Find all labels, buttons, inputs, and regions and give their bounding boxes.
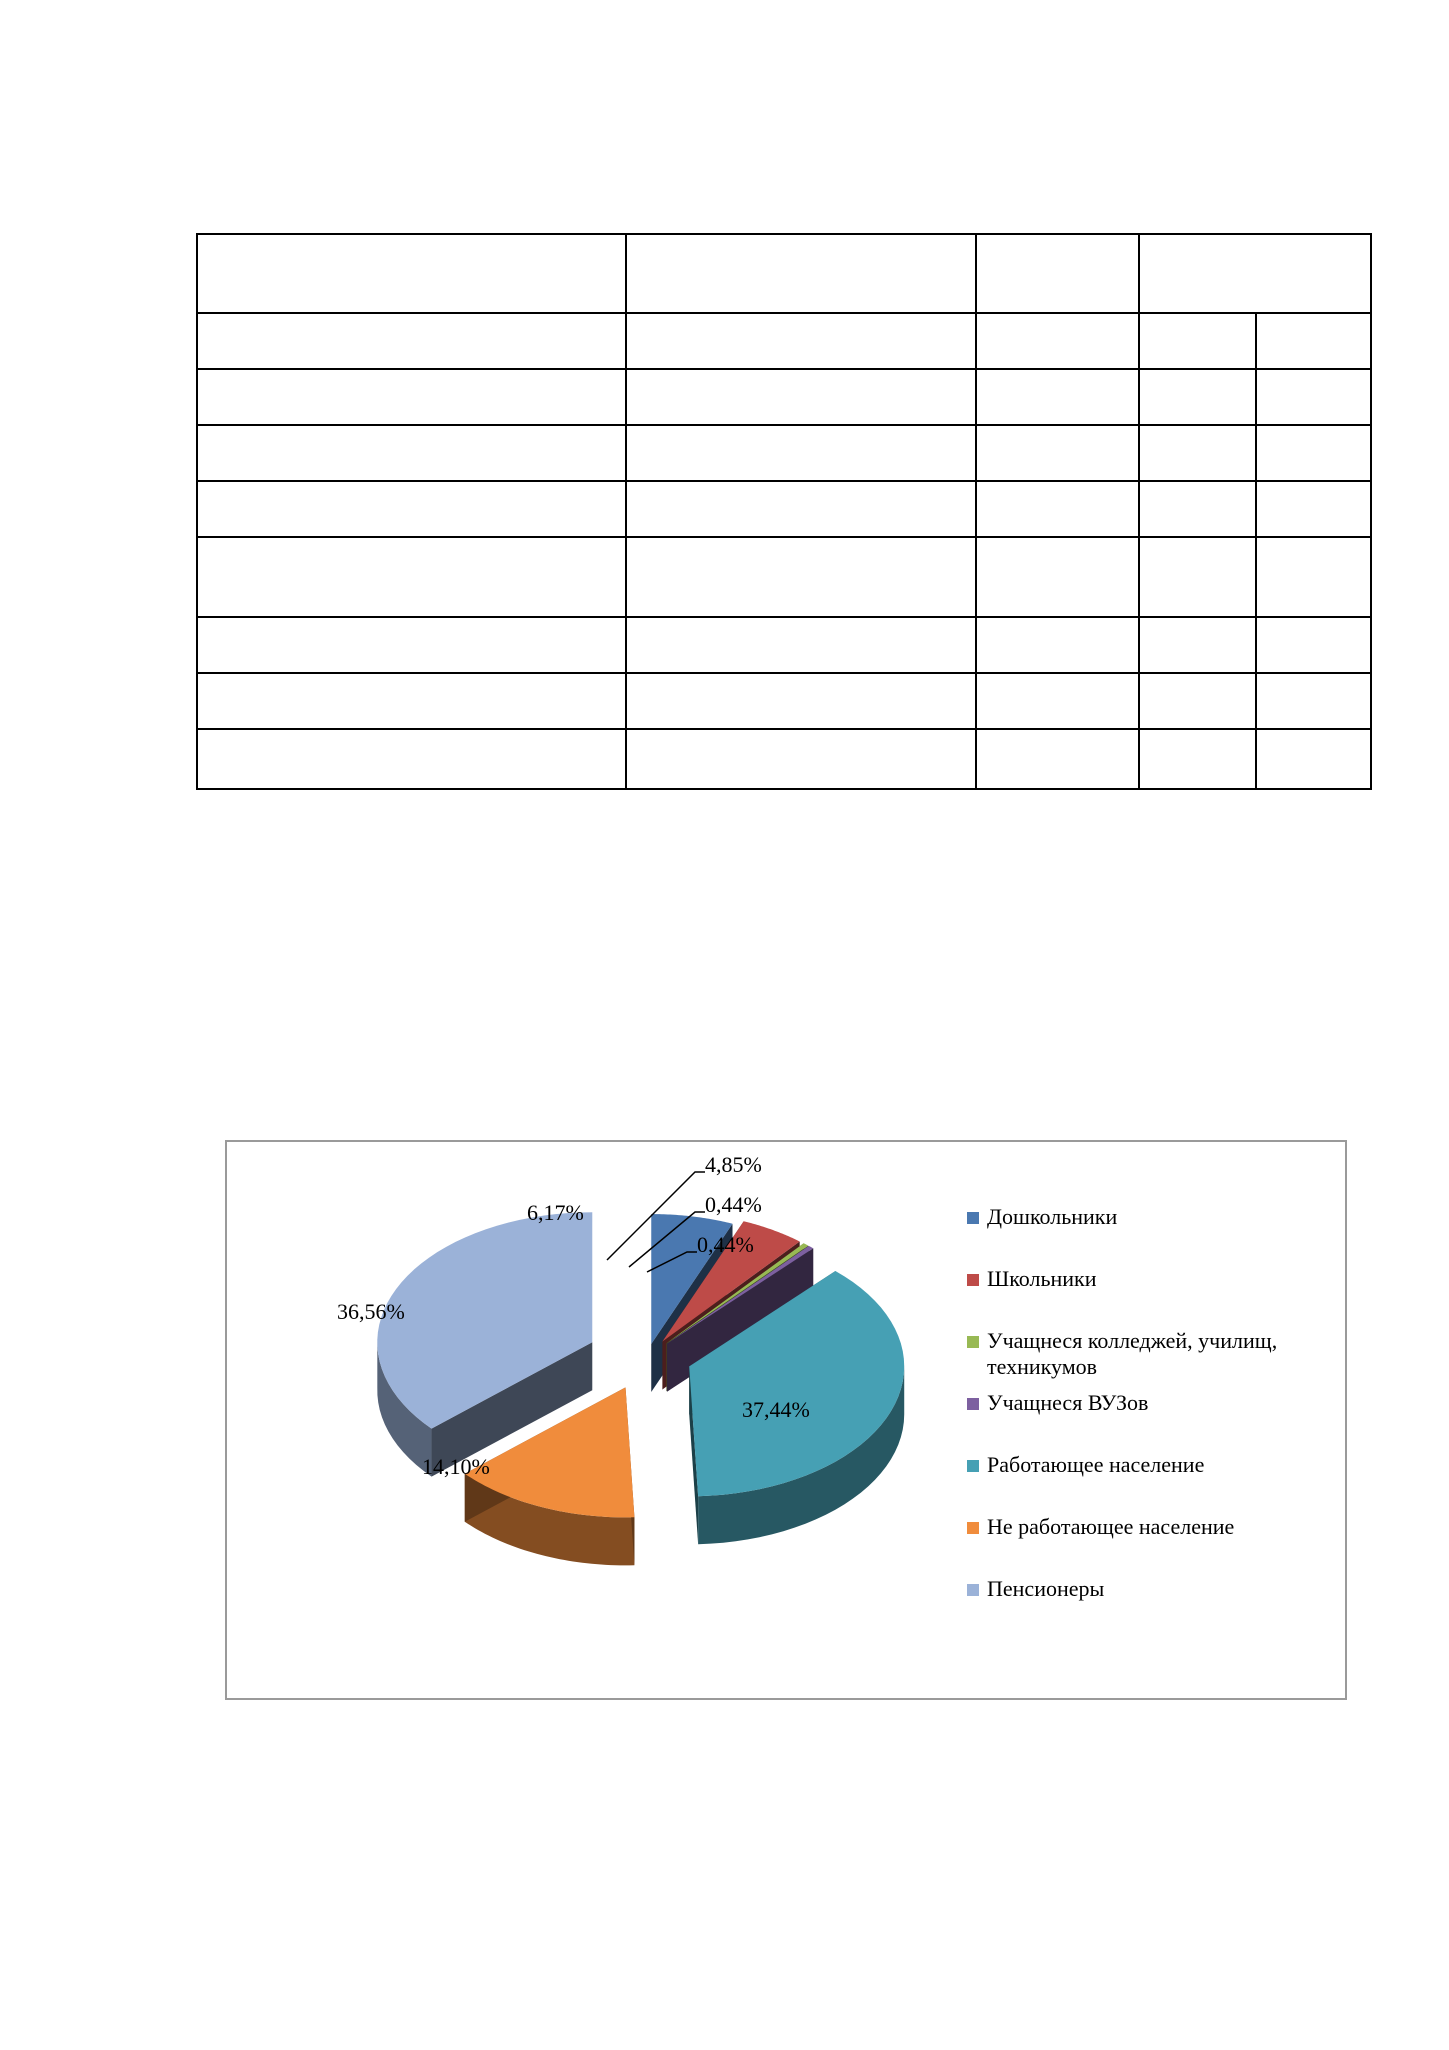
data-label: 37,44% — [742, 1397, 810, 1422]
legend-label: Учащнеся ВУЗов — [987, 1390, 1149, 1415]
legend-swatch — [967, 1584, 979, 1596]
table-grid — [196, 233, 1372, 790]
data-label: 0,44% — [697, 1232, 754, 1257]
data-label: 36,56% — [337, 1299, 405, 1324]
legend-item — [967, 1514, 1327, 1540]
legend-swatch — [967, 1460, 979, 1472]
pie-chart — [225, 1140, 1347, 1700]
legend-label: Дошкольники — [987, 1204, 1118, 1229]
legend-swatch — [967, 1274, 979, 1286]
legend-item — [967, 1328, 1327, 1380]
legend-item — [967, 1266, 1327, 1292]
data-label: 4,85% — [705, 1152, 762, 1177]
legend-item — [967, 1204, 1327, 1230]
data-table — [196, 233, 1372, 790]
legend-label: Не работающее население — [987, 1514, 1235, 1539]
data-label: 0,44% — [705, 1192, 762, 1217]
table-border — [197, 234, 1371, 789]
legend-item — [967, 1576, 1327, 1602]
data-label: 14,10% — [422, 1454, 490, 1479]
legend-label: Учащнеся колледжей, училищ, техникумов — [987, 1328, 1278, 1379]
legend-swatch — [967, 1212, 979, 1224]
data-label: 6,17% — [527, 1200, 584, 1225]
legend-swatch — [967, 1398, 979, 1410]
legend-swatch — [967, 1522, 979, 1534]
legend-label: Пенсионеры — [987, 1576, 1105, 1601]
legend-item — [967, 1390, 1327, 1416]
legend-swatch — [967, 1336, 979, 1348]
legend-label: Работающее население — [987, 1452, 1205, 1477]
legend-item — [967, 1452, 1327, 1478]
legend-label: Школьники — [987, 1266, 1097, 1291]
